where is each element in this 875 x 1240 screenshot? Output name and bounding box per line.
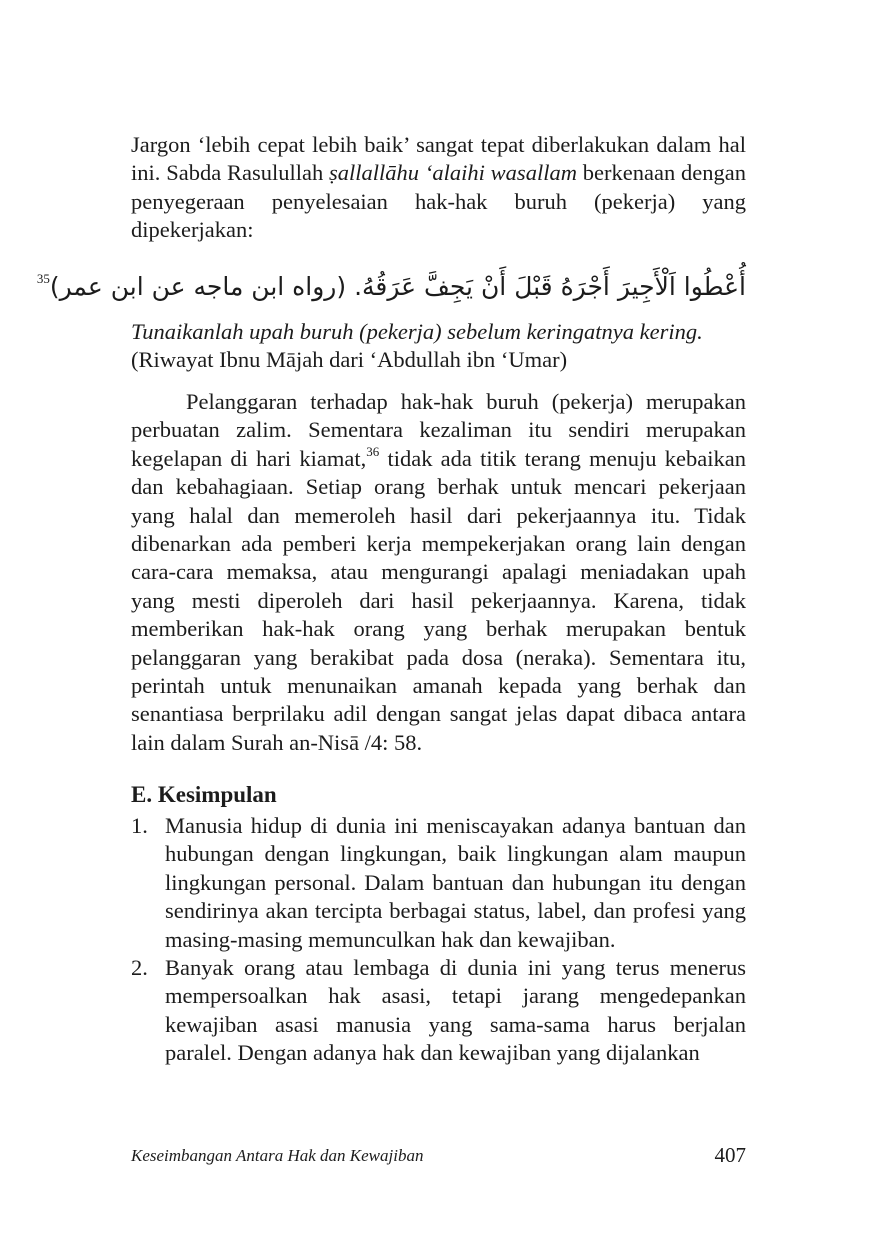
running-footer-title: Keseimbangan Antara Hak dan Kewajiban	[131, 1146, 424, 1165]
page-number: 407	[714, 1143, 746, 1167]
hadith-translation-italic: Tunaikanlah upah buruh (pekerja) sebelum keringatnya kering.	[131, 319, 703, 344]
conclusion-list	[131, 812, 746, 1068]
intro-text-after: berkenaan dengan penyegeraan penyelesaian hak-hak buruh (pekerja) yang dipekerjakan:	[131, 160, 746, 243]
intro-text-before: Jargon ‘lebih cepat lebih baik’ sangat tepat diberlakukan dalam hal ini. Sabda Rasulullah	[131, 132, 746, 186]
hadith-source: (Riwayat Ibnu Mājah dari ‘Abdullah ibn ‘Umar)	[131, 347, 568, 373]
section-heading: E. Kesimpulan	[131, 782, 277, 807]
hadith-translation	[131, 318, 746, 375]
footnote-marker-36[interactable]: 36	[366, 443, 380, 459]
list-item-number: 1.	[131, 813, 148, 838]
list-item-number: 2.	[131, 955, 148, 981]
body-text-part1: Pelanggaran terhadap hak-hak buruh (pekerja) merupakan perbuatan zalim. Sementara kezaliman itu sendiri merupakan kegelapan di hari kiamat,	[131, 389, 746, 471]
list-item-text: Banyak orang atau lembaga di dunia ini yang terus menerus mempersoalkan hak asasi, tetapi jarang mengedepankan kewajiban asasi manusia yang sama-sama harus berjalan paralel. Dengan adanya hak dan kewajiban yang dijalankan	[165, 955, 746, 1066]
intro-paragraph	[131, 131, 746, 245]
list-item	[131, 954, 746, 1068]
hadith-arabic: أُعْطُوا اَلْأَجِيرَ أَجْرَهُ قَبْلَ أَنْ يَجِفَّ عَرَقُهُ. (رواه ابن ماجه عن ابن عمر)	[49, 272, 746, 301]
salawat-term: ṣallallāhu ‘alaihi wasallam	[329, 160, 577, 186]
list-item	[131, 812, 746, 954]
hadith-arabic-text	[36, 254, 746, 304]
body-text-part2: tidak ada titik terang menuju kebaikan dan kebahagiaan. Setiap orang berhak untuk mencari pekerjaan yang halal dan memeroleh hasil dari pekerjaannya itu. Tidak dibenarkan ada pemberi kerja mempekerjakan orang lain dengan cara-cara memaksa, atau mengurangi apalagi meniadakan upah yang mesti diperoleh dari hasil pekerjaannya. Karena, tidak memberikan hak-hak orang yang berhak merupakan bentuk pelanggaran yang berakibat pada dosa (neraka). Sementara itu, perintah untuk menunaikan amanah kepada yang berhak dan senantiasa berprilaku adil dengan sangat jelas dapat dibaca antara lain dalam Surah an-Nisā /4: 58.	[131, 445, 747, 755]
list-item-text: Manusia hidup di dunia ini meniscayakan adanya bantuan dan hubungan dengan lingkungan, baik lingkungan alam maupun lingkungan personal. Dalam bantuan dan hubungan itu dengan sendirinya akan tercipta berbagai status, label, dan profesi yang masing-masing memunculkan hak dan kewajiban.	[165, 813, 746, 952]
body-paragraph	[131, 388, 746, 757]
footnote-marker-35[interactable]: 35	[36, 271, 50, 286]
